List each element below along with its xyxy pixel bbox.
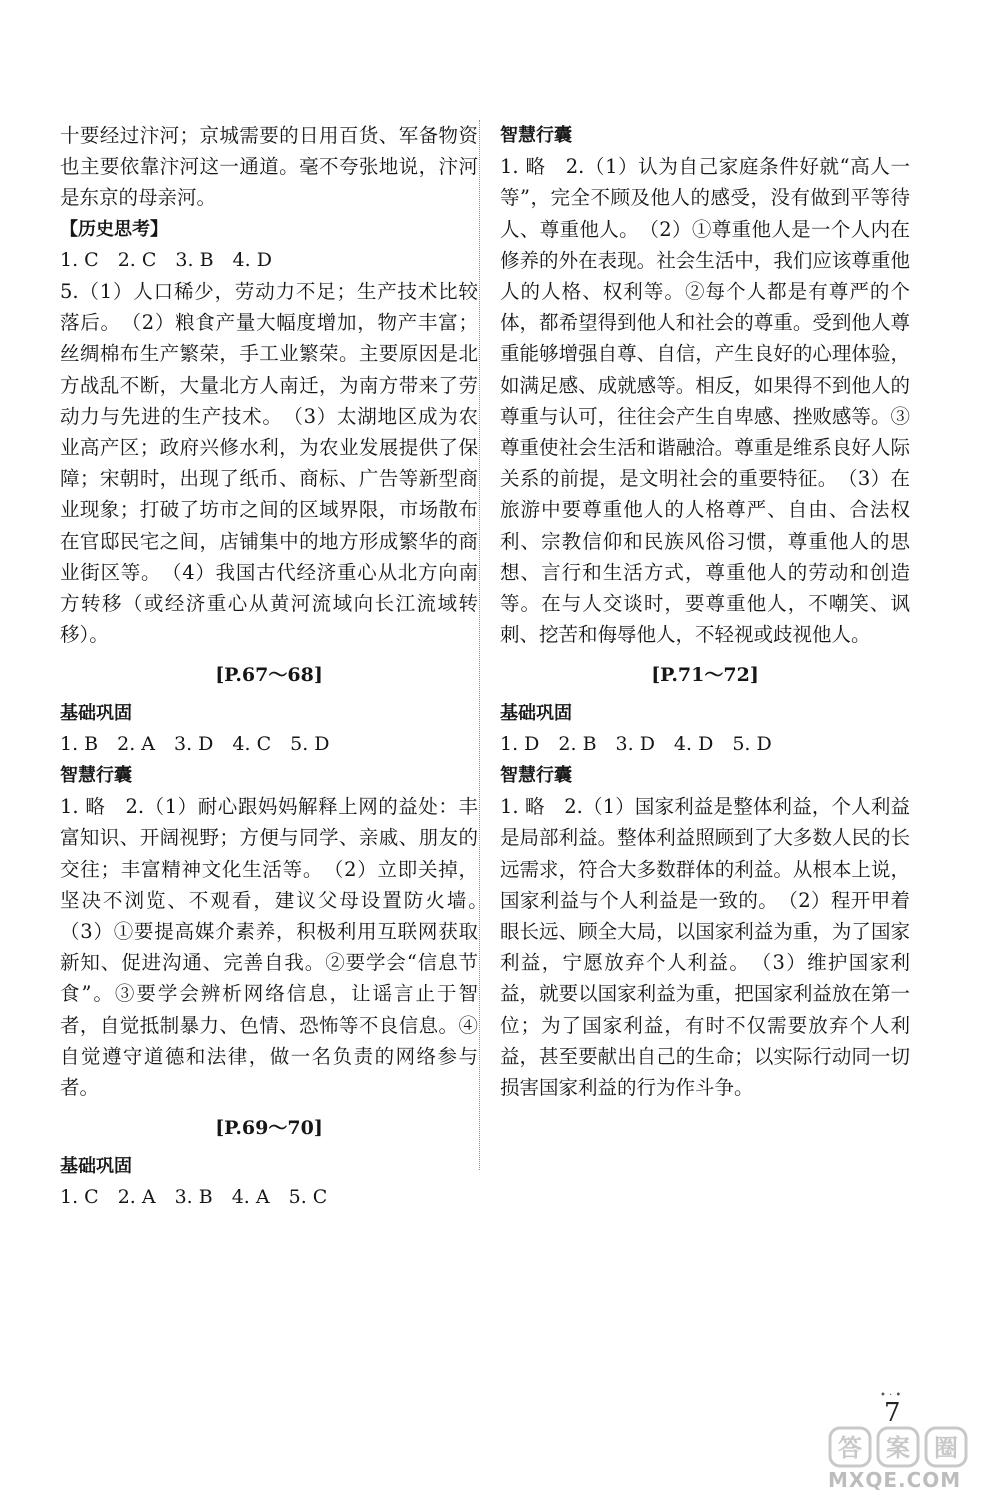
section-heading: 基础巩固 — [500, 702, 572, 724]
watermark-char: 圈 — [934, 1434, 958, 1462]
paragraph: 1. 略 2.（1）认为自己家庭条件好就“高人一等”，完全不顾及他人的感受，没有做到平等待人、尊重他人。 （2）①尊重他人是一个人内在修养的外在表现。社会生活中，我们应该尊重他人的人格、权利等。②每个人都是有尊严的个体，都希望得到他人和社会的尊重。受到他人尊重能够增强自尊、自信，产生良好的心理体验，如满足感、成就感等。相反，如果得不到他人的尊重与认可，往往会产生自卑感、挫败感等。③尊重使社会生活和谐融洽。尊重是维系良好人际关系的前提，是文明社会的重要特征。 （3）在旅游中要尊重他人的人格尊严、自由、合法权利、宗教信仰和民族风俗习惯，尊重他人的思想、言行和生活方式，尊重他人的劳动和创造等。在与人交谈时，要尊重他人，不嘲笑、讽刺、挖苦和侮辱他人，不轻视或歧视他人。 — [500, 155, 910, 647]
watermark-char: 案 — [886, 1434, 910, 1462]
answer-line: 1. C 2. C 3. B 4. D — [60, 248, 272, 271]
paragraph: 1. 略 2.（1）耐心跟妈妈解释上网的益处：丰富知识、开阔视野；方便与同学、亲戚、朋友的交往；丰富精神文化生活等。 （2）立即关掉，坚决不浏览、不观看，建议父母设置防火墙。 （3）①要提高媒介素养，积极利用互联网获取新知、促进沟通、完善自我。②要学会“信息节食”。③要学会辨析网络信息，让谣言止于智者，自觉抵制暴力、色情、恐怖等不良信息。④自觉遵守道德和法律，做一名负责的网络参与者。 — [60, 795, 498, 1100]
answer-line: 1. C 2. A 3. B 4. A 5. C — [60, 1185, 328, 1208]
answer-line: 1. D 2. B 3. D 4. D 5. D — [500, 732, 772, 755]
left-column — [60, 120, 498, 1213]
section-heading: 智慧行囊 — [500, 125, 572, 146]
page-range-heading: [P.67～68] — [215, 664, 323, 687]
watermark-char: 答 — [838, 1434, 862, 1462]
paragraph: 十要经过汴河；京城需要的日用百货、军备物资也主要依靠汴河这一通道。毫不夸张地说，汴河是东京的母亲河。 — [60, 124, 478, 210]
watermark-text: MXQE.COM — [828, 1468, 962, 1492]
page-number: 7 — [884, 1398, 901, 1428]
page-range-heading: [P.71～72] — [651, 664, 759, 687]
section-heading: 智慧行囊 — [500, 765, 572, 787]
paragraph: 1. 略 2.（1）国家利益是整体利益，个人利益是局部利益。整体利益照顾到了大多数人民的长远需求，符合大多数群体的利益。从根本上说，国家利益与个人利益是一致的。 （2）程开甲着眼长远、顾全大局，以国家利益为重，为了国家利益，宁愿放弃个人利益。 （3）维护国家利益，就要以国家利益为重，把国家利益放在第一位；为了国家利益，有时不仅需要放弃个人利益，甚至要献出自己的生命；以实际行动同一切损害国家利益的行为作斗争。 — [500, 795, 910, 1100]
column-divider — [479, 120, 480, 1170]
section-heading: 【历史思考】 — [60, 218, 168, 240]
page-number-ornament: • · • — [880, 1390, 902, 1401]
section-heading: 智慧行囊 — [60, 765, 132, 787]
section-heading: 基础巩固 — [60, 1155, 132, 1177]
answer-line: 1. B 2. A 3. D 4. C 5. D — [60, 732, 330, 755]
right-column — [500, 120, 910, 1103]
page-range-heading: [P.69～70] — [215, 1117, 323, 1140]
section-heading: 基础巩固 — [60, 702, 132, 724]
paragraph: 5.（1）人口稀少，劳动力不足；生产技术比较落后。 （2）粮食产量大幅度增加，物产丰富；丝绸棉布生产繁荣，手工业繁荣。主要原因是北方战乱不断，大量北方人南迁，为南方带来了劳动力与先进的生产技术。 （3）太湖地区成为农业高产区；政府兴修水利，为农业发展提供了保障；宋朝时，出现了纸币、商标、广告等新型商业现象；打破了坊市之间的区域界限，市场散布在官邸民宅之间，店铺集中的地方形成繁华的商业街区等。 （4）我国古代经济重心从北方向南方转移（或经济重心从黄河流域向长江流域转移）。 — [60, 280, 478, 647]
